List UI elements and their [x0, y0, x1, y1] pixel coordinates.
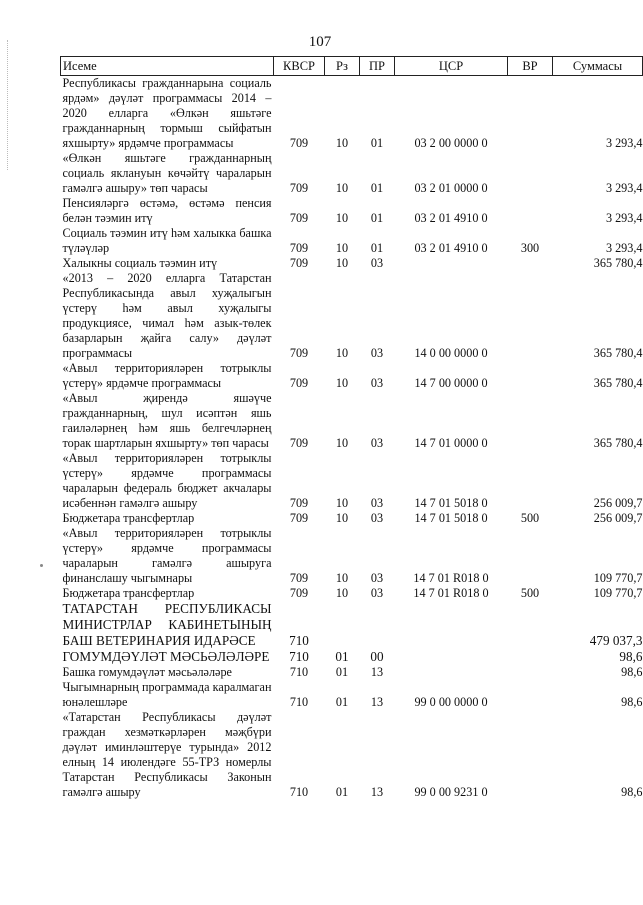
row-rz: 01 [335, 695, 349, 709]
header-pr: ПР [360, 57, 395, 76]
table-row [61, 665, 643, 680]
table-row [61, 586, 643, 601]
row-pr: 00 [370, 649, 384, 664]
table-row [61, 649, 643, 665]
scan-dot [40, 564, 43, 567]
header-name: Исеме [61, 57, 274, 76]
row-name: «Авыл территорияләрен тотрыклы үстерү» ярдәмче программасы [62, 361, 272, 390]
page-number: 107 [308, 34, 332, 50]
row-rz: 10 [335, 256, 349, 270]
row-kvsr: 710 [289, 665, 309, 679]
row-sum: 98,6 [621, 665, 643, 679]
row-csr: 03 2 01 4910 0 [414, 241, 488, 255]
table-row [61, 196, 643, 226]
row-vr [508, 526, 553, 586]
row-pr: 03 [370, 511, 384, 525]
row-name: «2013 – 2020 елларга Татарстан Республикасында авыл хуҗалыгын үстерү һәм авыл хуҗалыгы продукциясе, чимал һәм азык-төлек базарларын җайга салу» дәүләт программасы [62, 271, 272, 360]
table-row [61, 391, 643, 451]
row-kvsr: 709 [289, 571, 309, 585]
row-vr [508, 361, 553, 391]
row-rz: 10 [335, 496, 349, 510]
row-sum: 98,6 [621, 695, 643, 709]
table-row [61, 511, 643, 526]
table-row [61, 710, 643, 800]
row-vr [508, 391, 553, 451]
budget-table [60, 56, 643, 800]
row-kvsr: 709 [289, 181, 309, 195]
row-vr [508, 601, 553, 649]
row-pr: 13 [370, 695, 384, 709]
row-sum: 365 780,4 [593, 376, 643, 390]
row-pr: 03 [370, 376, 384, 390]
row-sum: 98,6 [621, 785, 643, 799]
row-rz [325, 601, 360, 649]
row-name: Республикасы гражданнарына социаль ярдәм» дәүләт программасы 2014 – 2020 елларга «Өлкән яшьтәге гражданнарның тормыш сыйфатын яхшырту» ярдәмче программасы [62, 76, 272, 150]
row-pr: 03 [370, 571, 384, 585]
header-vr: ВР [508, 57, 553, 76]
row-csr [395, 601, 508, 649]
row-kvsr: 709 [289, 346, 309, 360]
row-vr [508, 151, 553, 196]
row-sum: 3 293,4 [605, 211, 643, 225]
row-name: «Авыл территорияләрен тотрыклы үстерү» ярдәмче программасы чараларын федераль бюджет акчалары исәбеннән гамәлгә ашыру [62, 451, 272, 510]
row-name: Халыкны социаль тәэмин итү [62, 256, 218, 270]
row-kvsr: 709 [289, 511, 309, 525]
row-pr: 01 [370, 211, 384, 225]
row-sum: 365 780,4 [593, 256, 643, 270]
row-pr: 01 [370, 136, 384, 150]
row-rz: 10 [335, 436, 349, 450]
row-kvsr: 709 [289, 256, 309, 270]
row-name: Бюджетара трансфертлар [62, 511, 195, 525]
row-pr: 03 [370, 256, 384, 270]
row-csr: 03 2 01 4910 0 [414, 211, 488, 225]
row-rz: 10 [335, 136, 349, 150]
header-sum: Суммасы [553, 57, 643, 76]
row-rz: 01 [335, 785, 349, 799]
row-csr [395, 649, 508, 665]
row-kvsr: 709 [289, 436, 309, 450]
table-row [61, 361, 643, 391]
row-name: «Авыл территорияләрен тотрыклы үстерү» ярдәмче программасы чараларын гамәлгә ашыруга финанслашу чыгымнары [62, 526, 272, 585]
table-header-row [61, 57, 643, 76]
row-kvsr: 709 [289, 496, 309, 510]
row-rz: 10 [335, 376, 349, 390]
row-pr [360, 601, 395, 649]
row-name: «Татарстан Республикасы дәүләт граждан хезмәткәрләрен мәҗбүри дәүләт иминләштерүе турында» 2012 елның 14 июлендәге 55-ТРЗ номерлы Татарстан Республикасы Законын гамәлгә ашыру [62, 710, 272, 799]
row-kvsr: 710 [289, 633, 309, 648]
row-name: Бюджетара трансфертлар [62, 586, 195, 600]
row-csr: 14 7 01 R018 0 [413, 586, 489, 600]
table-row [61, 76, 643, 152]
row-sum: 256 009,7 [593, 511, 643, 525]
row-vr [508, 649, 553, 665]
row-rz: 10 [335, 181, 349, 195]
row-csr: 14 7 01 R018 0 [413, 571, 489, 585]
row-csr: 14 0 00 0000 0 [414, 346, 488, 360]
row-csr [395, 256, 508, 271]
row-csr [395, 665, 508, 680]
header-csr: ЦСР [395, 57, 508, 76]
table-row [61, 526, 643, 586]
row-rz: 10 [335, 211, 349, 225]
row-pr: 03 [370, 346, 384, 360]
row-csr: 14 7 01 5018 0 [414, 496, 488, 510]
table-row [61, 271, 643, 361]
row-sum: 3 293,4 [605, 136, 643, 150]
row-vr [508, 256, 553, 271]
row-sum: 3 293,4 [605, 241, 643, 255]
row-kvsr: 709 [289, 586, 309, 600]
row-kvsr: 709 [289, 211, 309, 225]
header-kvsr: КВСР [274, 57, 325, 76]
row-csr: 99 0 00 9231 0 [414, 785, 488, 799]
row-vr [508, 680, 553, 710]
row-sum: 98,6 [619, 649, 643, 664]
row-vr [508, 665, 553, 680]
row-name: Социаль тәэмин итү һәм халыкка башка түләүләр [62, 226, 272, 255]
row-rz: 10 [335, 571, 349, 585]
row-pr: 01 [370, 241, 384, 255]
row-name: Пенсияләргә өстәмә, өстәмә пенсия белән тәэмин итү [62, 196, 272, 225]
row-pr: 13 [370, 785, 384, 799]
row-vr: 500 [520, 586, 540, 600]
row-kvsr: 709 [289, 136, 309, 150]
row-sum: 109 770,7 [593, 571, 643, 585]
row-vr [508, 271, 553, 361]
row-csr: 99 0 00 0000 0 [414, 695, 488, 709]
row-kvsr: 710 [289, 649, 309, 664]
row-rz: 10 [335, 346, 349, 360]
row-kvsr: 709 [289, 376, 309, 390]
row-name: ТАТАРСТАН РЕСПУБЛИКАСЫ МИНИСТРЛАР КАБИНЕТЫНЫҢ БАШ ВЕТЕРИНАРИЯ ИДАРӘСЕ [62, 601, 272, 648]
table-row [61, 151, 643, 196]
row-pr: 03 [370, 586, 384, 600]
row-rz: 10 [335, 586, 349, 600]
row-kvsr: 710 [289, 785, 309, 799]
row-pr: 13 [370, 665, 384, 679]
row-vr [508, 76, 553, 152]
row-vr [508, 451, 553, 511]
row-pr: 03 [370, 496, 384, 510]
row-vr [508, 710, 553, 800]
row-name: Башка гомумдәүләт мәсьәләләре [62, 665, 232, 679]
row-name: Чыгымнарның программада каралмаган юнәлешләре [62, 680, 272, 709]
row-sum: 3 293,4 [605, 181, 643, 195]
row-csr: 14 7 00 0000 0 [414, 376, 488, 390]
table-row [61, 451, 643, 511]
row-pr: 03 [370, 436, 384, 450]
row-sum: 109 770,7 [593, 586, 643, 600]
row-kvsr: 710 [289, 695, 309, 709]
row-sum: 365 780,4 [593, 346, 643, 360]
row-csr: 14 7 01 5018 0 [414, 511, 488, 525]
row-sum: 479 037,3 [589, 633, 643, 648]
scan-margin-mark [7, 40, 10, 170]
table-row [61, 226, 643, 256]
table-row [61, 601, 643, 649]
row-pr: 01 [370, 181, 384, 195]
row-name: «Авыл җирендә яшәүче гражданнарның, шул исәптән яшь гаиләләрнең һәм яшь белгечләрнең торак шартларын яхшырту» төп чарасы [62, 391, 272, 450]
row-csr: 03 2 01 0000 0 [414, 181, 488, 195]
row-name: ГОМУМДӘҮЛӘТ МӘСЬӘЛӘЛӘРЕ [62, 649, 270, 664]
table-body [61, 76, 643, 801]
header-rz: Рз [325, 57, 360, 76]
row-csr: 03 2 00 0000 0 [414, 136, 488, 150]
row-rz: 10 [335, 241, 349, 255]
table-row [61, 256, 643, 271]
row-vr [508, 196, 553, 226]
row-vr: 300 [520, 241, 540, 255]
row-rz: 01 [335, 649, 349, 664]
row-rz: 01 [335, 665, 349, 679]
row-kvsr: 709 [289, 241, 309, 255]
table-row [61, 680, 643, 710]
row-sum: 365 780,4 [593, 436, 643, 450]
row-sum: 256 009,7 [593, 496, 643, 510]
row-name: «Өлкән яшьтәге гражданнарның социаль яклануын көчәйтү чараларын гамәлгә ашыру» төп чарасы [62, 151, 272, 195]
row-csr: 14 7 01 0000 0 [414, 436, 488, 450]
row-rz: 10 [335, 511, 349, 525]
row-vr: 500 [520, 511, 540, 525]
